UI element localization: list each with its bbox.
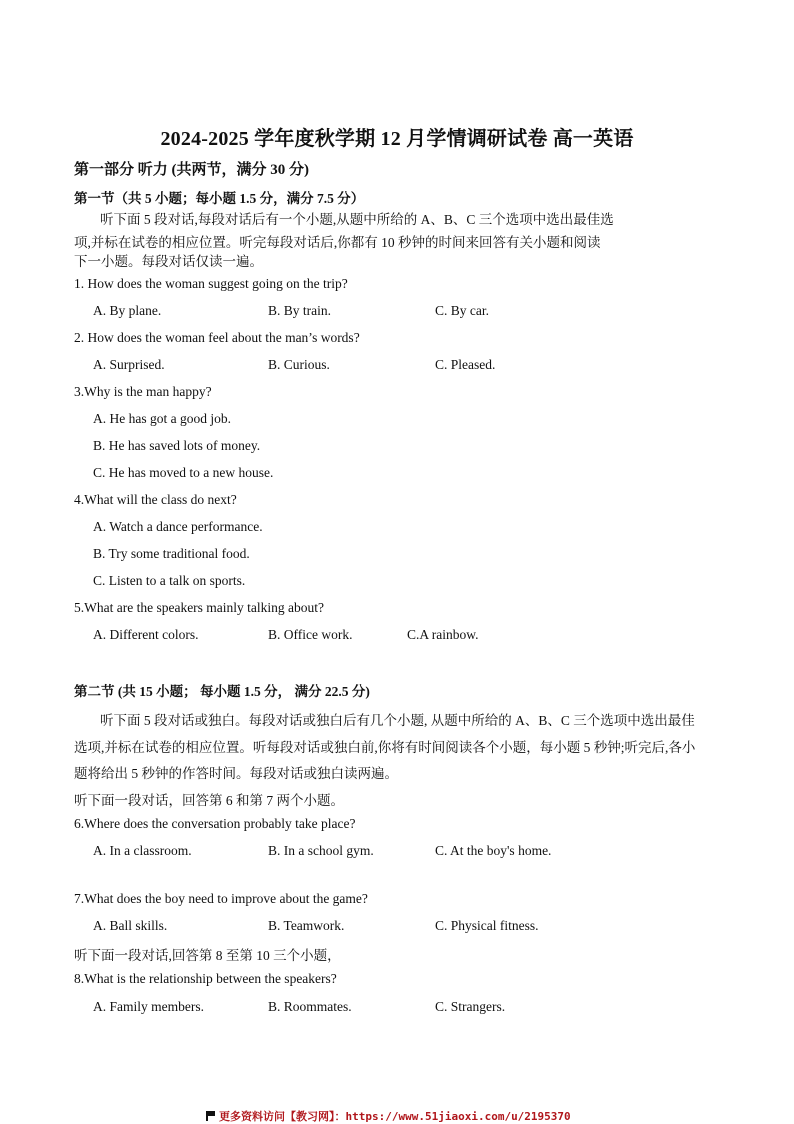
question-4-option-b: B. Try some traditional food. — [93, 546, 250, 561]
section2-heading: 第二节 (共 15 小题； 每小题 1.5 分， 满分 22.5 分) — [74, 684, 370, 699]
question-8-option-b: B. Roommates. — [268, 999, 352, 1014]
question-6-stem: 6.Where does the conversation probably take place? — [74, 816, 356, 831]
question-5-option-b: B. Office work. — [268, 627, 353, 642]
question-1-option-b: B. By train. — [268, 303, 331, 318]
section2-instruction-line: 题将给出 5 秒钟的作答时间。每段对话或独白读两遍。 — [74, 766, 398, 781]
question-3-option-a: A. He has got a good job. — [93, 411, 231, 426]
footer-link-text[interactable]: 更多资料访问【教习网】：https://www.51jiaoxi.com/u/2195370 — [219, 1110, 571, 1123]
footer[interactable] — [206, 1108, 571, 1124]
question-4-stem: 4.What will the class do next? — [74, 492, 237, 507]
question-7-stem: 7.What does the boy need to improve about the game? — [74, 891, 368, 906]
question-3-option-c: C. He has moved to a new house. — [93, 465, 274, 480]
question-2-stem: 2. How does the woman feel about the man’s words? — [74, 330, 360, 345]
question-7-option-a: A. Ball skills. — [93, 918, 168, 933]
question-8-stem: 8.What is the relationship between the speakers? — [74, 971, 337, 986]
question-5-option-c: C.A rainbow. — [407, 627, 479, 642]
question-3-stem: 3.Why is the man happy? — [74, 384, 212, 399]
section2-note-6-7: 听下面一段对话，回答第 6 和第 7 两个小题。 — [74, 793, 344, 808]
question-3-option-b: B. He has saved lots of money. — [93, 438, 261, 453]
question-7-option-b: B. Teamwork. — [268, 918, 345, 933]
question-6-option-c: C. At the boy's home. — [435, 843, 552, 858]
section1-heading: 第一节（共 5 小题；每小题 1.5 分，满分 7.5 分） — [74, 191, 365, 206]
question-2-option-b: B. Curious. — [268, 357, 330, 372]
section2-instruction-line: 听下面 5 段对话或独白。每段对话或独白后有几个小题, 从题中所给的 A、B、C 三个选项中选出最佳 — [100, 713, 695, 728]
question-1-option-c: C. By car. — [435, 303, 489, 318]
question-1-stem: 1. How does the woman suggest going on the trip? — [74, 276, 348, 291]
flag-icon — [206, 1111, 215, 1121]
part1-heading: 第一部分 听力 (共两节，满分 30 分) — [74, 162, 309, 178]
question-8-option-a: A. Family members. — [93, 999, 204, 1014]
question-4-option-a: A. Watch a dance performance. — [93, 519, 263, 534]
question-2-option-a: A. Surprised. — [93, 357, 165, 372]
section1-instruction-line: 听下面 5 段对话,每段对话后有一个小题,从题中所给的 A、B、C 三个选项中选出最佳选 — [100, 212, 614, 227]
question-5-option-a: A. Different colors. — [93, 627, 199, 642]
question-6-option-a: A. In a classroom. — [93, 843, 192, 858]
section1-instruction-line: 项,并标在试卷的相应位置。听完每段对话后,你都有 10 秒钟的时间来回答有关小题和阅读 — [74, 235, 601, 250]
page-title: 2024-2025 学年度秋学期 12 月学情调研试卷 高一英语 — [160, 128, 634, 150]
question-5-stem: 5.What are the speakers mainly talking about? — [74, 600, 325, 615]
question-4-option-c: C. Listen to a talk on sports. — [93, 573, 246, 588]
section2-note-8-10: 听下面一段对话,回答第 8 至第 10 三个小题， — [74, 948, 341, 963]
question-7-option-c: C. Physical fitness. — [435, 918, 539, 933]
question-1-option-a: A. By plane. — [93, 303, 162, 318]
section2-instruction-line: 选项,并标在试卷的相应位置。听每段对话或独白前,你将有时间阅读各个小题，每小题 5 秒钟;听完后,各小 — [74, 740, 696, 755]
question-2-option-c: C. Pleased. — [435, 357, 496, 372]
section1-instruction-line: 下一小题。每段对话仅读一遍。 — [74, 254, 263, 269]
question-6-option-b: B. In a school gym. — [268, 843, 374, 858]
question-8-option-c: C. Strangers. — [435, 999, 506, 1014]
